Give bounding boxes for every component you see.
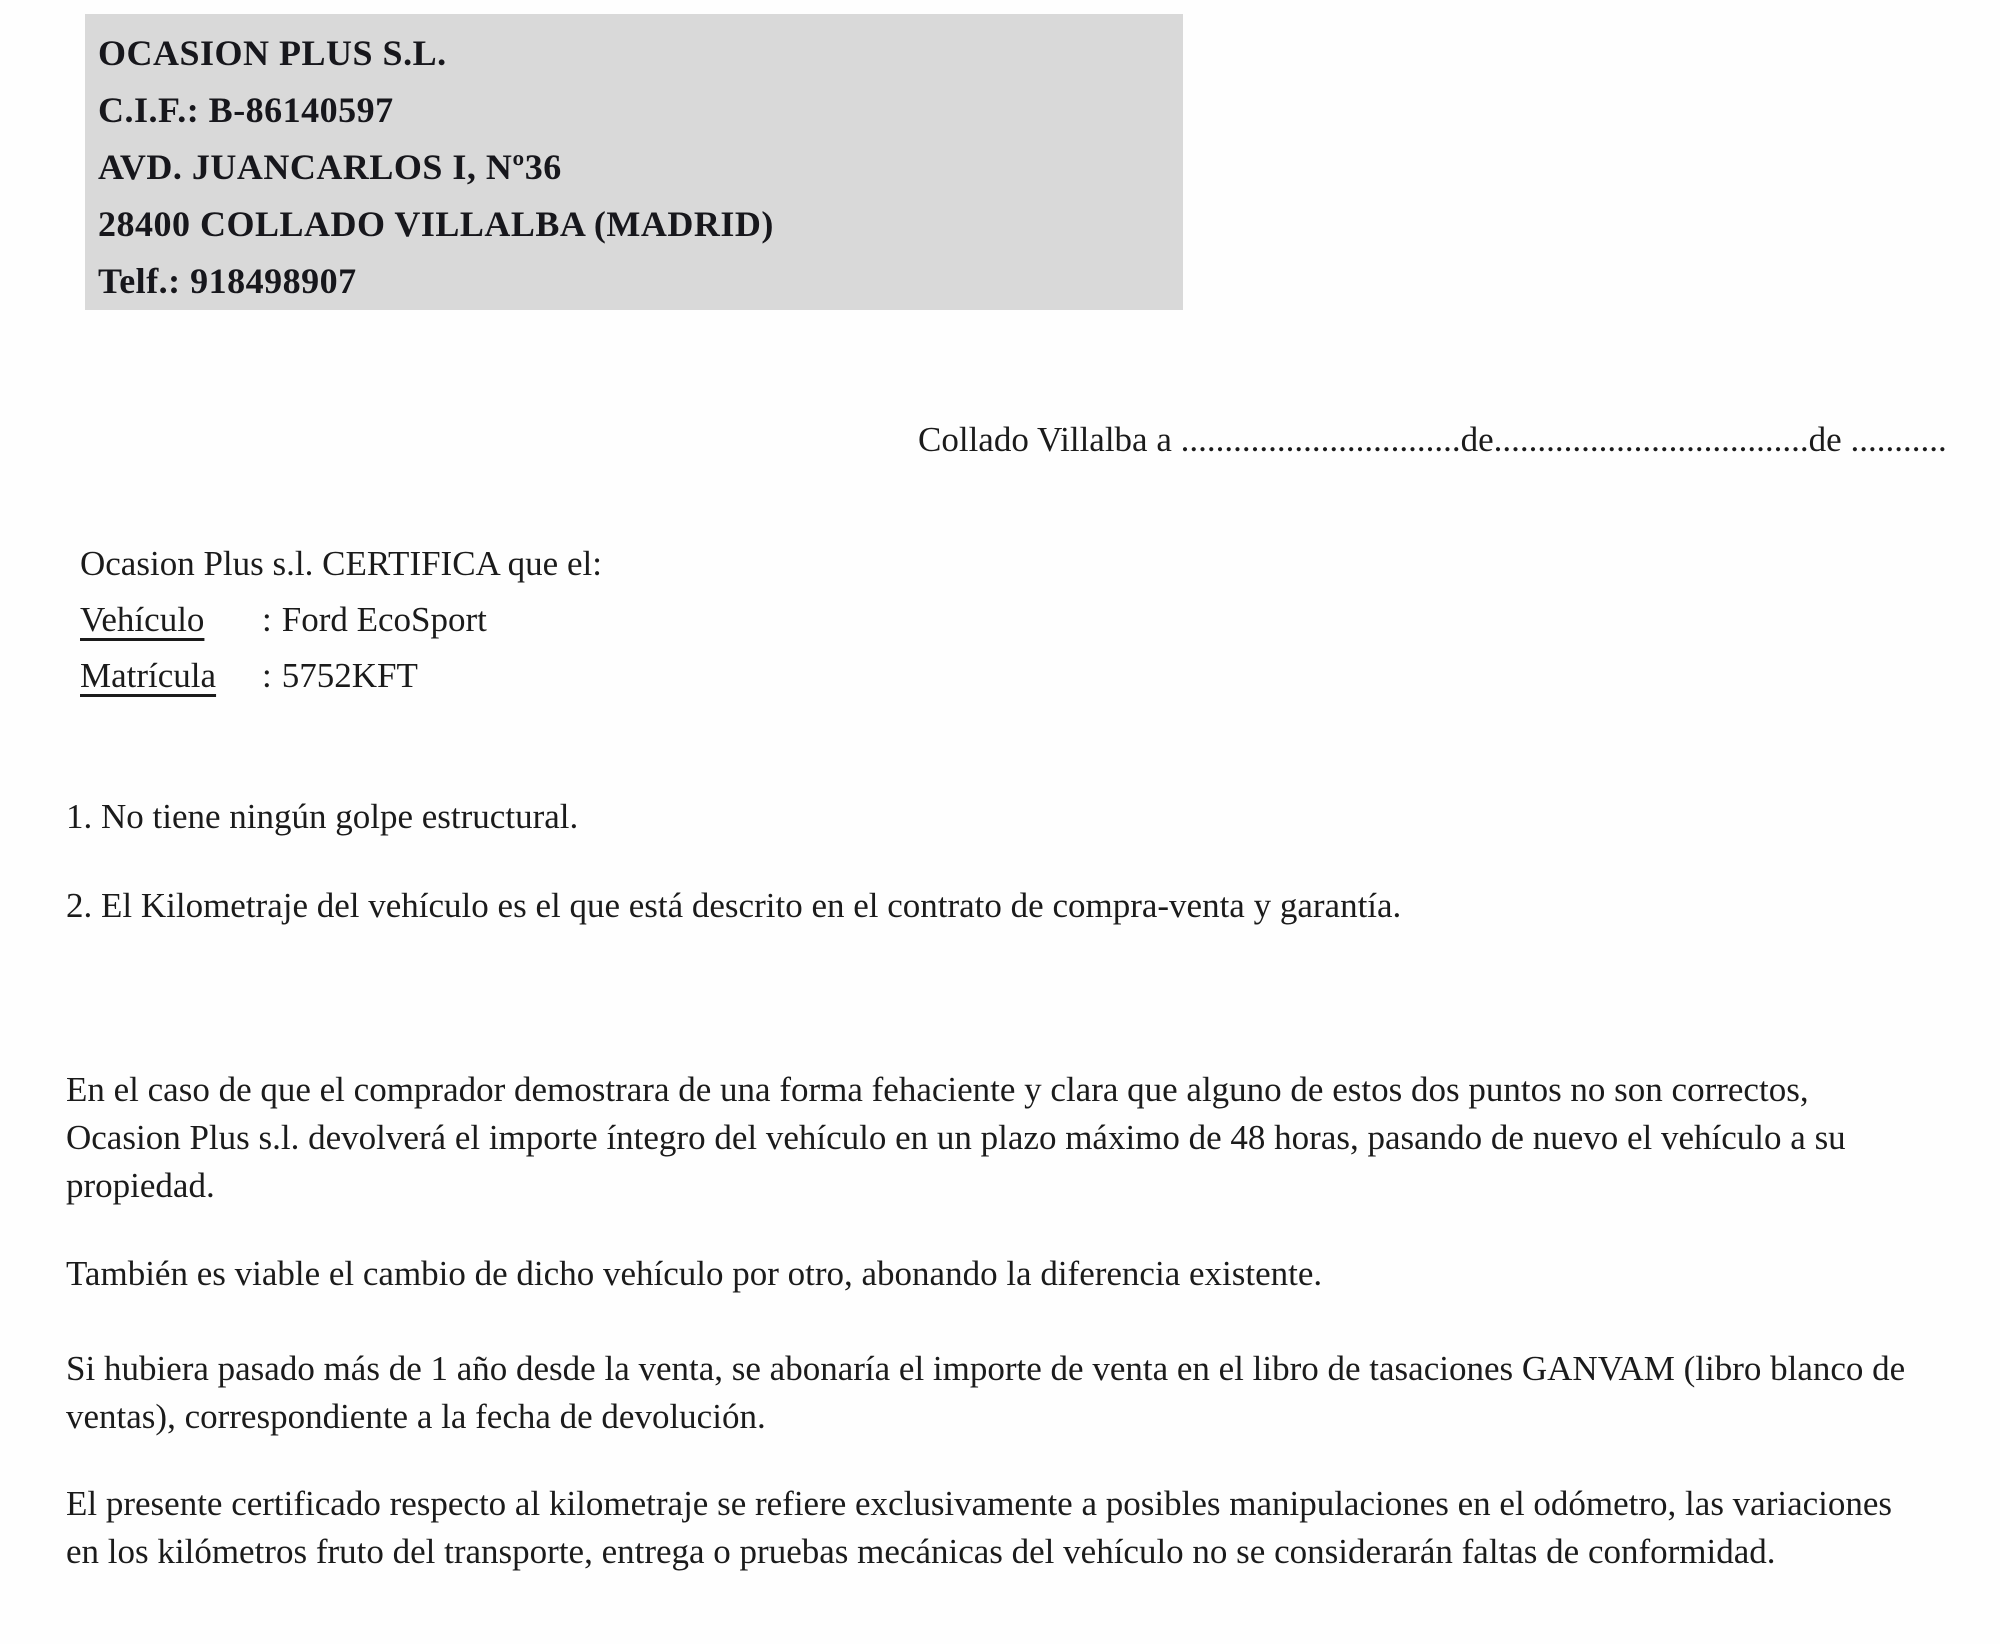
plate-field-separator: : [262, 656, 272, 695]
paragraph-ganvam-valuation: Si hubiera pasado más de 1 año desde la venta, se abonaría el importe de venta en el libro de tasaciones GANVAM (libro blanco de ventas), correspondiente a la fecha de devolución. [66, 1349, 1906, 1436]
paragraph-odometer-disclaimer: El presente certificado respecto al kilometraje se refiere exclusivamente a posibles manipulaciones en el odómetro, las variaciones en los kilómetros fruto del transporte, entrega o pruebas mecánicas del vehículo no se considerarán faltas de conformidad. [66, 1484, 1893, 1571]
company-name: OCASION PLUS S.L. [98, 33, 447, 73]
company-city: 28400 COLLADO VILLALBA (MADRID) [98, 204, 774, 244]
company-address: AVD. JUANCARLOS I, Nº36 [98, 147, 562, 187]
company-letterhead-block [85, 14, 1183, 310]
certification-block [80, 536, 602, 704]
vehicle-field-value: Ford EcoSport [281, 600, 487, 639]
vehicle-field-label: Vehículo [80, 600, 205, 639]
numbered-point-mileage: 2. El Kilometraje del vehículo es el que está descrito en el contrato de compra-venta y garantía. [66, 886, 1402, 925]
date-line: Collado Villalba a ................................de....................................de ........... [918, 420, 1947, 459]
plate-field-row [80, 648, 602, 704]
company-phone: Telf.: 918498907 [98, 261, 357, 301]
vehicle-field-separator: : [262, 600, 272, 639]
certification-intro: Ocasion Plus s.l. CERTIFICA que el: [80, 544, 602, 583]
numbered-point-structural-damage: 1. No tiene ningún golpe estructural. [66, 797, 579, 836]
plate-field-value: 5752KFT [281, 656, 418, 695]
paragraph-exchange-policy: También es viable el cambio de dicho vehículo por otro, abonando la diferencia existente. [66, 1254, 1323, 1293]
plate-field-label: Matrícula [80, 656, 217, 695]
company-cif: C.I.F.: B-86140597 [98, 90, 394, 130]
paragraph-refund-policy: En el caso de que el comprador demostrara de una forma fehaciente y clara que alguno de estos dos puntos no son correctos, Ocasion Plus s.l. devolverá el importe íntegro del vehículo en un plazo máximo de 48 horas, pasando de nuevo el vehículo a su propiedad. [66, 1070, 1846, 1205]
vehicle-field-row [80, 592, 602, 648]
